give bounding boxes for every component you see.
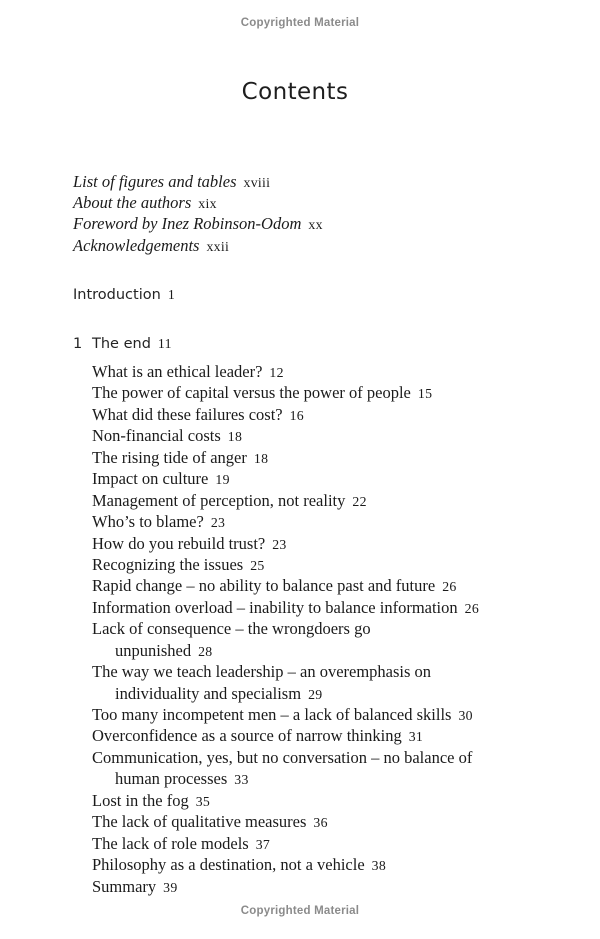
toc-entry — [92, 554, 580, 575]
toc-entry — [92, 661, 580, 682]
toc-entry-text: Rapid change – no ability to balance past and future — [92, 576, 436, 596]
page-number: xviii — [243, 175, 271, 190]
toc-entry — [92, 511, 580, 532]
toc-entry-text: Summary — [92, 876, 157, 896]
toc-entry-text: What is an ethical leader? — [92, 362, 263, 381]
page-number: xxii — [206, 238, 230, 254]
toc-entry — [92, 404, 580, 425]
page-number: 31 — [408, 729, 424, 745]
front-matter-list — [73, 171, 570, 256]
page-number: 29 — [308, 686, 323, 702]
toc-entry-text: unpunished — [115, 640, 192, 660]
page-number: 36 — [313, 815, 328, 831]
toc-entry — [92, 597, 580, 618]
page-number: 23 — [210, 515, 226, 531]
page-number: 22 — [352, 493, 367, 509]
toc-entry-text: Lost in the fog — [92, 790, 189, 810]
toc-entry-text: The way we teach leadership – an overemphasis on — [92, 662, 432, 682]
toc-entry-text: The lack of qualitative measures — [92, 812, 307, 832]
toc-entry — [92, 447, 580, 468]
toc-entry-text: The lack of role models — [92, 833, 249, 853]
front-matter-label: List of figures and tables — [73, 172, 237, 191]
page-number: 30 — [458, 708, 473, 723]
page-number: 23 — [272, 536, 287, 552]
page-number: 18 — [253, 450, 269, 466]
toc-entry — [92, 876, 580, 897]
introduction-label: Introduction — [73, 287, 161, 303]
page-number: 38 — [371, 858, 387, 874]
page-number: 26 — [464, 600, 480, 616]
toc-entry-continuation — [92, 768, 580, 789]
toc-entry — [92, 790, 580, 811]
introduction-page-number: 1 — [167, 287, 176, 302]
toc-entry-text: Information overload – inability to balance information — [92, 597, 458, 617]
toc-entry-text: Who’s to blame? — [92, 512, 204, 532]
toc-chapter-heading — [73, 336, 172, 352]
page-number: 25 — [250, 557, 265, 573]
toc-entry-text: Communication, yes, but no conversation – no balance of — [92, 747, 473, 767]
front-matter-item — [73, 171, 570, 192]
copyright-notice-bottom: Copyrighted Material — [240, 905, 360, 917]
toc-entry — [92, 854, 580, 875]
page-number: 28 — [198, 643, 213, 659]
toc-entry — [92, 425, 580, 446]
toc-entry-text: Non-financial costs — [92, 426, 221, 446]
toc-entry — [92, 747, 580, 768]
toc-entry-text: The rising tide of anger — [92, 447, 247, 467]
page-number: 26 — [442, 579, 457, 595]
copyright-notice-top: Copyrighted Material — [240, 17, 360, 29]
toc-entry-text: What did these failures cost? — [92, 404, 283, 424]
toc-entry-continuation — [92, 640, 580, 661]
toc-entry-continuation — [92, 683, 580, 704]
toc-entry — [92, 490, 580, 511]
toc-entry-text: Recognizing the issues — [92, 554, 244, 574]
front-matter-item — [73, 192, 570, 213]
toc-entry-text: Lack of consequence – the wrongdoers go — [92, 619, 371, 639]
toc-entry-text: individuality and specialism — [115, 683, 302, 703]
page-number: xix — [198, 196, 217, 212]
page-number: 39 — [163, 879, 178, 895]
chapter-title: The end — [92, 336, 151, 352]
toc-entry — [92, 811, 580, 832]
page-number: 35 — [195, 793, 211, 809]
page-number: 37 — [255, 836, 271, 852]
page-title: Contents — [241, 79, 349, 105]
toc-entry-text: The power of capital versus the power of people — [92, 383, 411, 403]
toc-entry — [92, 725, 580, 746]
chapter-number: 1 — [73, 336, 83, 352]
page-number: 16 — [289, 407, 305, 423]
toc-entry — [92, 468, 580, 489]
toc-entry — [92, 361, 580, 382]
page-number: 19 — [215, 472, 230, 488]
page-number: 15 — [417, 386, 433, 402]
toc-entry-text: Philosophy as a destination, not a vehicle — [92, 855, 365, 875]
page-number: 18 — [227, 429, 243, 445]
toc-entry — [92, 833, 580, 854]
page-number: xx — [308, 217, 323, 233]
toc-entry — [92, 704, 580, 725]
toc-entry — [92, 382, 580, 403]
front-matter-label: Acknowledgements — [73, 235, 200, 255]
front-matter-label: About the authors — [73, 193, 192, 213]
chapter-page-number: 11 — [157, 336, 172, 351]
page-number: 33 — [234, 772, 249, 788]
front-matter-item — [73, 235, 570, 256]
toc-entry-text: human processes — [115, 769, 228, 789]
toc-entry-text: How do you rebuild trust? — [92, 533, 266, 553]
front-matter-label: Foreword by Inez Robinson-Odom — [73, 214, 302, 234]
toc-entry — [92, 575, 580, 596]
toc-entry — [92, 618, 580, 639]
page-number: 12 — [269, 365, 284, 380]
toc-entry-text: Too many incompetent men – a lack of balanced skills — [92, 705, 452, 724]
toc-introduction — [73, 287, 175, 303]
toc-entry-text: Impact on culture — [92, 469, 209, 489]
toc-entry-text: Management of perception, not reality — [92, 490, 346, 510]
toc-entries — [92, 361, 580, 897]
front-matter-item — [73, 213, 570, 234]
toc-entry-text: Overconfidence as a source of narrow thinking — [92, 726, 402, 746]
toc-entry — [92, 533, 580, 554]
